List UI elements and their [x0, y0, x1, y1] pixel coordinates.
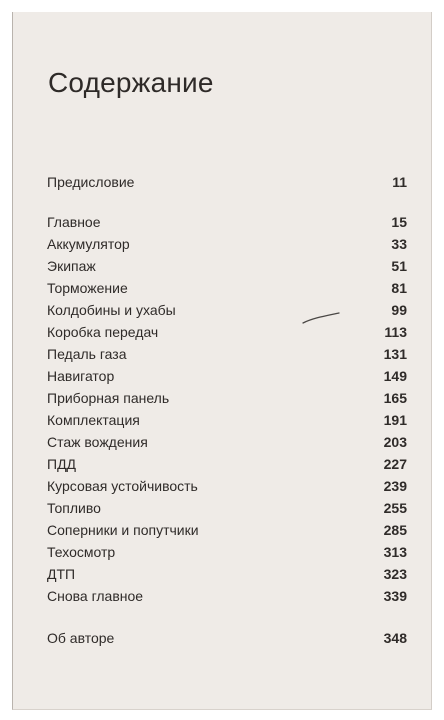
toc-entry-page: 149 — [383, 368, 407, 384]
toc-entry-page: 11 — [392, 174, 407, 190]
toc-entry-page: 99 — [391, 302, 407, 318]
toc-entry-page: 339 — [383, 588, 407, 604]
toc-entry-title: Стаж вождения — [47, 434, 148, 450]
toc-entry-page: 33 — [391, 236, 407, 252]
toc-entry-title: Аккумулятор — [47, 236, 130, 252]
toc-entry-page: 15 — [391, 214, 407, 230]
toc-entry-page: 165 — [383, 390, 407, 406]
toc-entry-title: Об авторе — [47, 630, 115, 646]
toc-entry-page: 81 — [391, 280, 407, 296]
toc-entry — [47, 586, 407, 606]
toc-entry-title: Экипаж — [47, 258, 96, 274]
toc-entry — [47, 628, 407, 648]
toc-entry-title: Коробка передач — [47, 324, 159, 340]
book-page — [12, 12, 432, 710]
toc-entry-page: 113 — [384, 324, 407, 340]
toc-entry-page: 51 — [391, 258, 407, 274]
toc-entry — [47, 410, 407, 430]
toc-entry-title: Главное — [47, 214, 101, 230]
toc-entry-title: Предисловие — [47, 174, 135, 190]
toc-entry — [47, 520, 407, 540]
toc-entry-title: Педаль газа — [47, 346, 127, 362]
toc-entry — [47, 212, 407, 232]
toc-entry — [47, 234, 407, 254]
toc-entry-page: 239 — [383, 478, 407, 494]
toc-entry-page: 191 — [383, 412, 407, 428]
toc-entry-page: 285 — [383, 522, 407, 538]
toc-entry — [47, 498, 407, 518]
toc-entry-page: 255 — [383, 500, 407, 516]
toc-entry-title: Техосмотр — [47, 544, 116, 560]
toc-entry-page: 313 — [383, 544, 407, 560]
toc-entry-title: Навигатор — [47, 368, 115, 384]
toc-entry-title: Торможение — [47, 280, 128, 296]
toc-entry-title: Комплектация — [47, 412, 140, 428]
toc-entry-title: Соперники и попутчики — [47, 522, 199, 538]
toc-entry — [47, 366, 407, 386]
toc-entry-title: ПДД — [47, 456, 77, 472]
toc-entry-title: Топливо — [47, 500, 101, 516]
toc-entry — [47, 564, 407, 584]
toc-entry-title: Приборная панель — [47, 390, 170, 406]
toc-entry — [47, 256, 407, 276]
page-title: Содержание — [48, 67, 214, 98]
toc-entry — [47, 542, 407, 562]
toc-entry — [47, 344, 407, 364]
toc-entry-title: Курсовая устойчивость — [47, 478, 198, 494]
toc-entry — [47, 278, 407, 298]
toc-entry — [47, 300, 407, 320]
toc-entry-title: Снова главное — [47, 588, 144, 604]
toc-entry-page: 203 — [383, 434, 407, 450]
toc-entry-page: 323 — [383, 566, 407, 582]
toc-entry — [47, 454, 407, 474]
toc-entry-title: ДТП — [47, 566, 76, 582]
toc-entry — [47, 432, 407, 452]
toc-entry — [47, 322, 407, 342]
toc-entry-title: Колдобины и ухабы — [47, 302, 176, 318]
toc-entry — [47, 476, 407, 496]
toc-entry — [47, 388, 407, 408]
toc-entry-page: 227 — [383, 456, 407, 472]
toc-entry — [47, 172, 407, 192]
toc-entry-page: 348 — [383, 630, 407, 646]
toc-entry-page: 131 — [383, 346, 407, 362]
